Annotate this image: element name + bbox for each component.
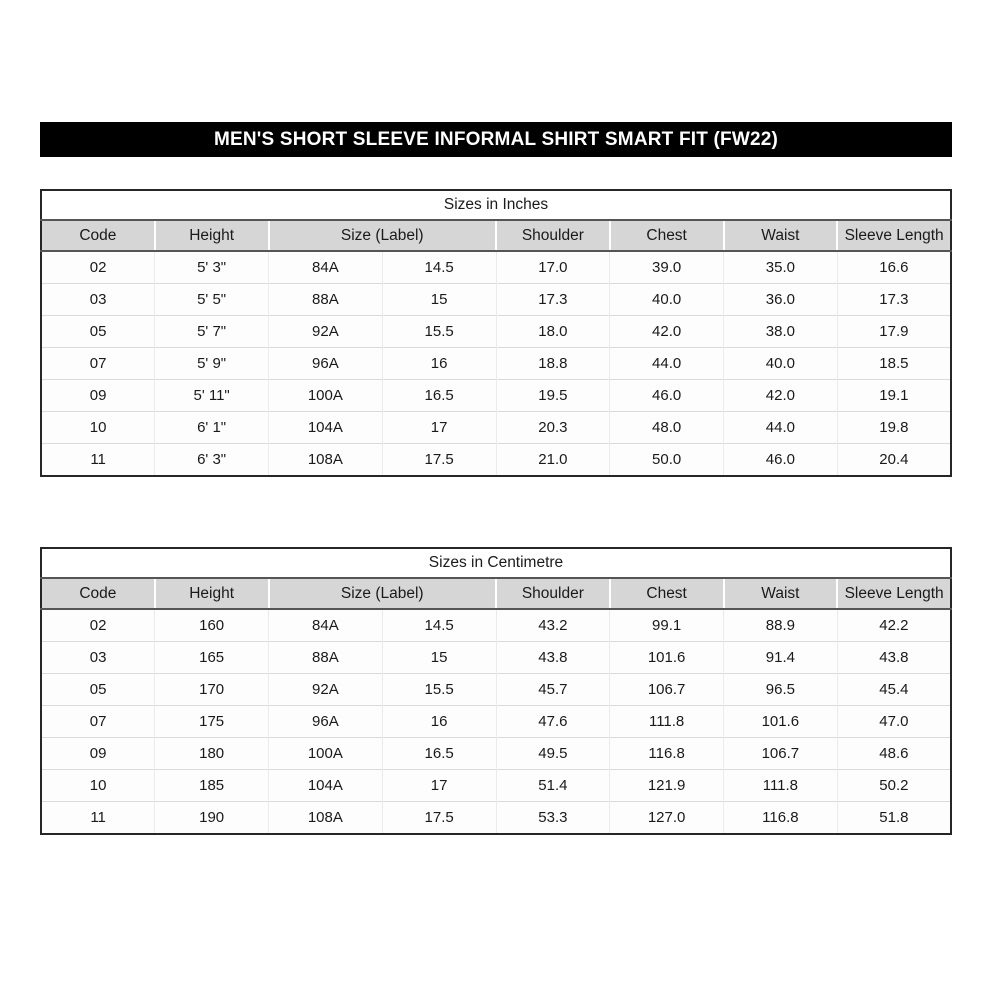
table-cell: 51.8 [837,802,951,835]
table-cell: 09 [41,380,155,412]
table-row [41,316,951,348]
table-row [41,348,951,380]
size-table [40,189,952,477]
table-cell: 38.0 [724,316,838,348]
table-cell: 53.3 [496,802,610,835]
size-table [40,547,952,835]
column-header: Sleeve Length [837,220,951,251]
table-row [41,738,951,770]
column-header: Height [155,578,269,609]
table-cell: 49.5 [496,738,610,770]
table-cell: 48.6 [837,738,951,770]
table-body [41,251,951,476]
table-cell: 05 [41,674,155,706]
table-body [41,609,951,834]
table-cell: 108A [269,444,383,477]
table-cell: 116.8 [724,802,838,835]
table-cell: 96.5 [724,674,838,706]
table-cell: 100A [269,380,383,412]
table-title-row [41,190,951,220]
table-row [41,802,951,835]
table-cell: 45.4 [837,674,951,706]
table-cell: 19.1 [837,380,951,412]
table-cell: 43.8 [837,642,951,674]
table-cell: 17.5 [382,444,496,477]
table-cell: 17.3 [496,284,610,316]
table-cell: 108A [269,802,383,835]
table-cell: 15 [382,642,496,674]
table-cell: 42.2 [837,609,951,642]
table-cell: 10 [41,412,155,444]
table-cell: 99.1 [610,609,724,642]
table-cell: 43.8 [496,642,610,674]
table-cell: 92A [269,674,383,706]
table-cell: 20.4 [837,444,951,477]
table-cell: 16.5 [382,380,496,412]
table-cell: 185 [155,770,269,802]
table-header-row [41,220,951,251]
column-header: Code [41,220,155,251]
table-cell: 18.5 [837,348,951,380]
table-cell: 116.8 [610,738,724,770]
table-cell: 09 [41,738,155,770]
table-row [41,706,951,738]
table-cell: 40.0 [724,348,838,380]
table-cell: 50.0 [610,444,724,477]
table-row [41,674,951,706]
table-cell: 48.0 [610,412,724,444]
column-header: Code [41,578,155,609]
table-cell: 45.7 [496,674,610,706]
table-cell: 5' 7" [155,316,269,348]
table-cell: 07 [41,706,155,738]
table-cell: 47.6 [496,706,610,738]
table-cell: 51.4 [496,770,610,802]
table-cell: 16.6 [837,251,951,284]
table-cell: 96A [269,348,383,380]
table-cell: 17 [382,412,496,444]
column-header: Shoulder [496,578,610,609]
column-header: Size (Label) [269,578,497,609]
table-cell: 47.0 [837,706,951,738]
column-header: Waist [724,578,838,609]
table-cell: 5' 9" [155,348,269,380]
table-cell: 101.6 [724,706,838,738]
table-cell: 14.5 [382,609,496,642]
title-banner [40,122,952,157]
table-cell: 92A [269,316,383,348]
table-cell: 18.8 [496,348,610,380]
table-cell: 84A [269,609,383,642]
column-header: Chest [610,578,724,609]
table-cell: 84A [269,251,383,284]
table-cell: 10 [41,770,155,802]
table-cell: 101.6 [610,642,724,674]
column-header: Size (Label) [269,220,497,251]
table-cell: 42.0 [724,380,838,412]
table-title: Sizes in Inches [41,190,951,220]
table-cell: 46.0 [724,444,838,477]
table-cell: 5' 5" [155,284,269,316]
table-title-row [41,548,951,578]
table-cell: 18.0 [496,316,610,348]
table-cell: 121.9 [610,770,724,802]
table-cell: 36.0 [724,284,838,316]
column-header: Height [155,220,269,251]
table-cell: 104A [269,412,383,444]
table-cell: 21.0 [496,444,610,477]
table-cell: 16.5 [382,738,496,770]
table-cell: 16 [382,348,496,380]
page-title: MEN'S SHORT SLEEVE INFORMAL SHIRT SMART FIT (FW22) [213,128,779,150]
table-cell: 44.0 [610,348,724,380]
table-cell: 111.8 [610,706,724,738]
table-cell: 15.5 [382,674,496,706]
table-cell: 160 [155,609,269,642]
table-cell: 11 [41,444,155,477]
column-header: Sleeve Length [837,578,951,609]
table-cell: 19.8 [837,412,951,444]
table-cell: 5' 3" [155,251,269,284]
sizes-in-inches-table [40,189,952,477]
column-header: Chest [610,220,724,251]
table-cell: 03 [41,284,155,316]
table-cell: 17.0 [496,251,610,284]
table-row [41,444,951,477]
table-cell: 16 [382,706,496,738]
table-cell: 35.0 [724,251,838,284]
table-cell: 50.2 [837,770,951,802]
table-cell: 14.5 [382,251,496,284]
table-cell: 170 [155,674,269,706]
table-cell: 91.4 [724,642,838,674]
table-cell: 46.0 [610,380,724,412]
table-cell: 17 [382,770,496,802]
table-row [41,770,951,802]
table-cell: 15 [382,284,496,316]
table-cell: 88A [269,642,383,674]
table-cell: 42.0 [610,316,724,348]
table-row [41,609,951,642]
table-title: Sizes in Centimetre [41,548,951,578]
table-cell: 88.9 [724,609,838,642]
table-cell: 5' 11" [155,380,269,412]
table-cell: 20.3 [496,412,610,444]
table-cell: 19.5 [496,380,610,412]
table-cell: 17.5 [382,802,496,835]
table-cell: 96A [269,706,383,738]
table-cell: 127.0 [610,802,724,835]
table-cell: 07 [41,348,155,380]
table-row [41,284,951,316]
table-cell: 6' 3" [155,444,269,477]
table-cell: 111.8 [724,770,838,802]
table-cell: 39.0 [610,251,724,284]
table-cell: 190 [155,802,269,835]
table-cell: 15.5 [382,316,496,348]
table-cell: 02 [41,609,155,642]
table-cell: 106.7 [724,738,838,770]
table-cell: 40.0 [610,284,724,316]
table-cell: 165 [155,642,269,674]
table-row [41,412,951,444]
table-header-row [41,578,951,609]
table-cell: 6' 1" [155,412,269,444]
table-cell: 11 [41,802,155,835]
table-cell: 02 [41,251,155,284]
table-cell: 17.9 [837,316,951,348]
sizes-in-centimetre-table [40,547,952,835]
table-cell: 100A [269,738,383,770]
column-header: Waist [724,220,838,251]
table-cell: 180 [155,738,269,770]
table-cell: 43.2 [496,609,610,642]
table-cell: 17.3 [837,284,951,316]
column-header: Shoulder [496,220,610,251]
table-cell: 05 [41,316,155,348]
table-cell: 175 [155,706,269,738]
table-cell: 03 [41,642,155,674]
table-cell: 104A [269,770,383,802]
table-row [41,642,951,674]
table-cell: 88A [269,284,383,316]
table-row [41,251,951,284]
table-cell: 44.0 [724,412,838,444]
table-cell: 106.7 [610,674,724,706]
table-row [41,380,951,412]
